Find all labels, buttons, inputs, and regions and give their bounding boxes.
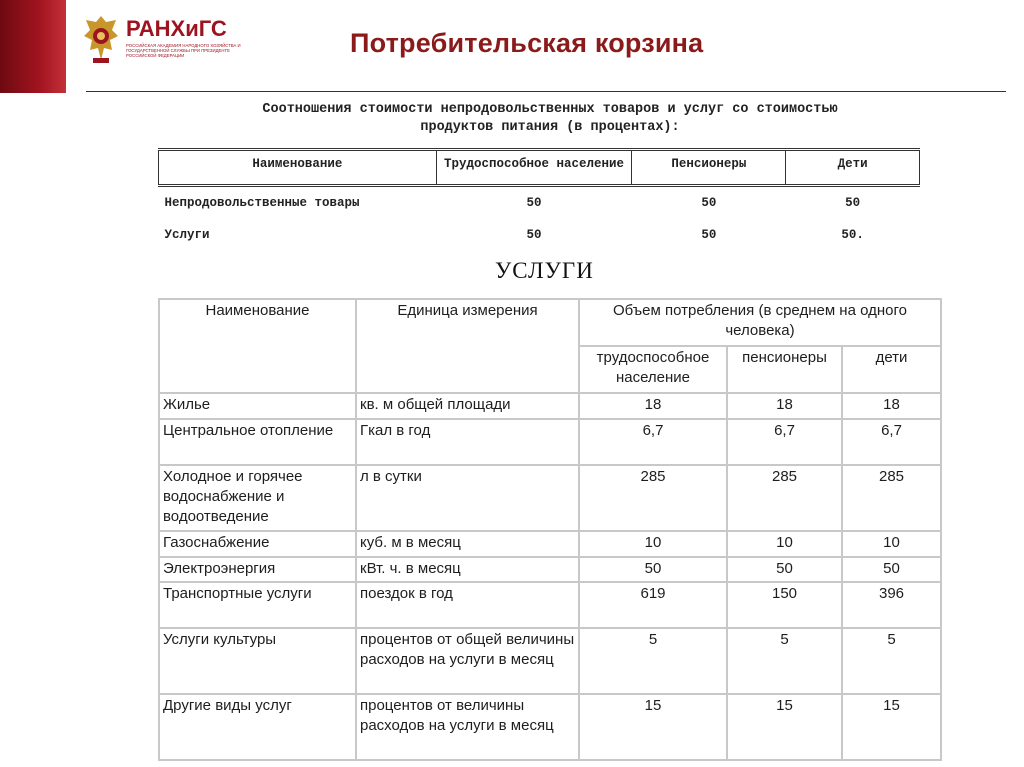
ratio-cell: 50: [526, 228, 542, 242]
services-header-row: [159, 299, 941, 346]
value-children: 10: [842, 531, 941, 557]
logo-subtitle: РОССИЙСКАЯ АКАДЕМИЯ НАРОДНОГО ХОЗЯЙСТВА И ГОСУДАРСТВЕННОЙ СЛУЖБЫ ПРИ ПРЕЗИДЕНТЕ РОССИЙСКОЙ ФЕДЕРАЦИИ: [126, 43, 241, 58]
ratio-cell: 50: [701, 228, 717, 242]
services-table: [158, 298, 942, 761]
services-header-children: дети: [842, 346, 941, 393]
table-row: [159, 694, 941, 760]
service-unit: кВт. ч. в месяц: [356, 557, 579, 582]
service-unit: л в сутки: [356, 465, 579, 531]
table-row: [159, 628, 941, 694]
ratio-header-working: Трудоспособное население: [436, 150, 632, 186]
value-pensioners: 285: [727, 465, 842, 531]
value-pensioners: 6,7: [727, 419, 842, 465]
value-working: 6,7: [579, 419, 727, 465]
ratio-table-header: [159, 150, 920, 186]
service-name: Электроэнергия: [159, 557, 356, 582]
table-row: [159, 186, 920, 220]
services-header-pensioners: пенсионеры: [727, 346, 842, 393]
service-unit: процентов от общей величины расходов на услуги в месяц: [356, 628, 579, 694]
value-working: 10: [579, 531, 727, 557]
ratio-header-pensioners: Пенсионеры: [632, 150, 786, 186]
services-header-volume: Объем потребления (в среднем на одного человека): [579, 299, 941, 346]
service-unit: куб. м в месяц: [356, 531, 579, 557]
ratio-table: [158, 148, 920, 251]
value-children: 285: [842, 465, 941, 531]
value-children: 50: [842, 557, 941, 582]
table-row: [159, 419, 941, 465]
ratio-cell: 50.: [841, 228, 864, 242]
table-row: [159, 582, 941, 628]
table-row: [159, 557, 941, 582]
value-pensioners: 10: [727, 531, 842, 557]
ratio-caption-line1: Соотношения стоимости непродовольственных товаров и услуг со стоимостью: [262, 102, 838, 117]
table-row: [159, 219, 920, 251]
service-unit: поездок в год: [356, 582, 579, 628]
services-header-unit: Единица измерения: [356, 299, 579, 393]
page-title: Потребительская корзина: [350, 28, 704, 58]
value-children: 396: [842, 582, 941, 628]
service-name: Центральное отопление: [159, 419, 356, 465]
value-working: 15: [579, 694, 727, 760]
value-pensioners: 15: [727, 694, 842, 760]
service-unit: процентов от величины расходов на услуги в месяц: [356, 694, 579, 760]
ranepa-logo: [82, 12, 242, 72]
value-working: 619: [579, 582, 727, 628]
service-name: Услуги культуры: [159, 628, 356, 694]
title-divider: [86, 91, 1006, 92]
ratio-header-children: Дети: [786, 150, 920, 186]
service-unit: Гкал в год: [356, 419, 579, 465]
ratio-row-name: Непродовольственные товары: [164, 196, 360, 210]
eagle-emblem-icon: [82, 14, 120, 66]
value-children: 6,7: [842, 419, 941, 465]
service-name: Газоснабжение: [159, 531, 356, 557]
value-children: 15: [842, 694, 941, 760]
service-name: Транспортные услуги: [159, 582, 356, 628]
value-children: 5: [842, 628, 941, 694]
services-header-working: трудоспособное население: [579, 346, 727, 393]
value-working: 285: [579, 465, 727, 531]
value-pensioners: 18: [727, 393, 842, 419]
service-name: Другие виды услуг: [159, 694, 356, 760]
value-children: 18: [842, 393, 941, 419]
table-row: [159, 465, 941, 531]
ratio-cell: 50: [701, 196, 717, 210]
ratio-cell: 50: [845, 196, 861, 210]
value-pensioners: 5: [727, 628, 842, 694]
table-row: [159, 393, 941, 419]
ratio-row-name: Услуги: [164, 228, 210, 242]
value-working: 5: [579, 628, 727, 694]
ratio-caption: [160, 101, 940, 137]
service-name: Жилье: [159, 393, 356, 419]
services-heading: УСЛУГИ: [495, 258, 594, 283]
value-working: 50: [579, 557, 727, 582]
service-name: Холодное и горячее водоснабжение и водоотведение: [159, 465, 356, 531]
services-header-name: Наименование: [159, 299, 356, 393]
ratio-header-name: Наименование: [159, 150, 437, 186]
logo-name: РАНХиГС: [126, 16, 227, 41]
ratio-caption-line2: продуктов питания (в процентах):: [420, 120, 680, 135]
value-pensioners: 150: [727, 582, 842, 628]
brand-color-bar: [0, 0, 66, 93]
table-row: [159, 531, 941, 557]
value-working: 18: [579, 393, 727, 419]
value-pensioners: 50: [727, 557, 842, 582]
service-unit: кв. м общей площади: [356, 393, 579, 419]
ratio-cell: 50: [526, 196, 542, 210]
